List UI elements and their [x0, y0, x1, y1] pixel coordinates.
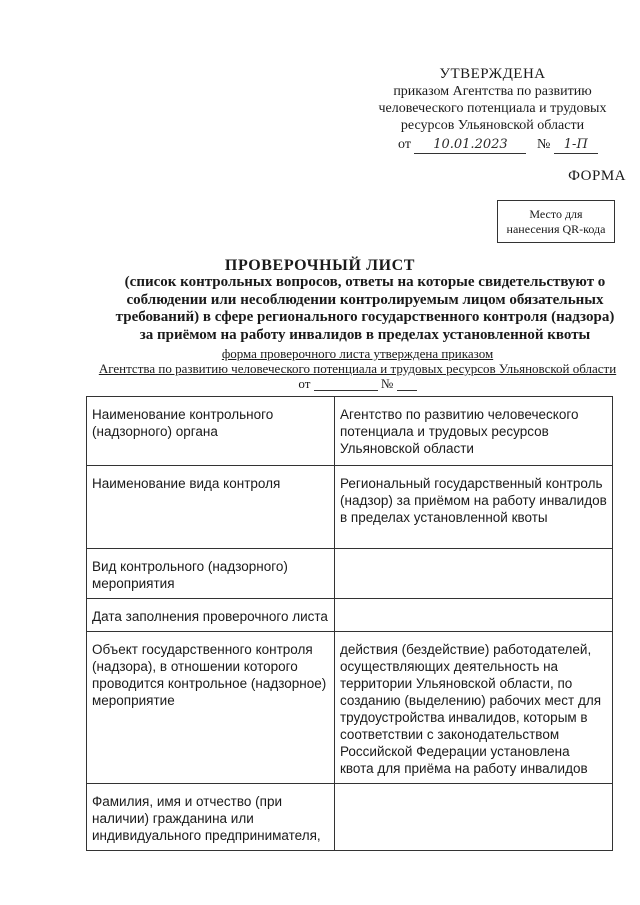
row-label: Наименование контрольного (надзорного) органа	[87, 397, 335, 466]
approved-note-date-blank	[314, 377, 378, 391]
approval-heading: УТВЕРЖДЕНА	[439, 66, 546, 82]
approval-date-prefix: от	[398, 137, 411, 152]
approval-line-3: ресурсов Ульяновской области	[400, 118, 585, 133]
row-label: Наименование вида контроля	[87, 466, 335, 549]
table-row	[87, 549, 613, 599]
approved-note-date-prefix: от	[298, 376, 311, 391]
table-row	[87, 784, 613, 851]
document-subtitle	[100, 274, 630, 344]
table-row	[87, 632, 613, 784]
approved-note	[90, 346, 625, 391]
subtitle-line-4: за приёмом на работу инвалидов в пределах установленной квоты	[139, 326, 591, 343]
approved-note-line-1: форма проверочного листа утверждена приказом	[221, 346, 494, 361]
approved-note-number-prefix: №	[380, 376, 394, 391]
qr-box-line-2: нанесения QR-кода	[506, 222, 606, 236]
table-row	[87, 466, 613, 549]
approval-number-prefix: №	[536, 137, 551, 152]
row-label: Объект государственного контроля (надзора), в отношении которого проводится контрольное (надзорное) мероприятие	[87, 632, 335, 784]
form-label: ФОРМА	[568, 168, 626, 184]
row-label: Фамилия, имя и отчество (при наличии) гражданина или индивидуального предпринимателя,	[87, 784, 335, 851]
approved-note-number-blank	[397, 377, 417, 391]
row-value	[335, 549, 613, 599]
checklist-info-table	[86, 396, 613, 851]
qr-box-line-1: Место для	[529, 207, 583, 221]
subtitle-line-1: (список контрольных вопросов, ответы на которые свидетельствуют о	[124, 274, 606, 290]
document-title: ПРОВЕРОЧНЫЙ ЛИСТ	[224, 257, 416, 274]
approved-note-date-line	[90, 376, 625, 391]
approved-note-line-2: Агентства по развитию человеческого потенциала и трудовых ресурсов Ульяновской области	[98, 361, 617, 376]
approval-line-1: приказом Агентства по развитию	[393, 84, 592, 99]
row-value: Агентство по развитию человеческого потенциала и трудовых ресурсов Ульяновской области	[335, 397, 613, 466]
subtitle-line-3: требований) в сфере регионального государственного контроля (надзора)	[115, 309, 615, 325]
table-row	[87, 599, 613, 632]
row-label: Дата заполнения проверочного листа	[87, 599, 335, 632]
table-row	[87, 397, 613, 466]
approval-number-handwritten: 1-П	[554, 136, 598, 154]
approval-line-2: человеческого потенциала и трудовых	[378, 101, 607, 116]
row-label: Вид контрольного (надзорного) мероприятия	[87, 549, 335, 599]
row-value	[335, 599, 613, 632]
approval-date-line	[398, 136, 625, 154]
row-value	[335, 784, 613, 851]
approval-block	[360, 66, 625, 154]
qr-code-placeholder	[497, 200, 615, 243]
row-value: Региональный государственный контроль (надзор) за приёмом на работу инвалидов в пределах установленной квоты	[335, 466, 613, 549]
subtitle-line-2: соблюдении или несоблюдении контролируемым лицом обязательных	[126, 291, 604, 308]
row-value: действия (бездействие) работодателей, осуществляющих деятельность на территории Ульяновской области, по созданию (выделению) рабочих мест для трудоустройства инвалидов, которым в соответствии с законодательством Российской Федерации установлена квота для приёма на работу инвалидов	[335, 632, 613, 784]
approval-date-handwritten: 10.01.2023	[414, 136, 526, 154]
